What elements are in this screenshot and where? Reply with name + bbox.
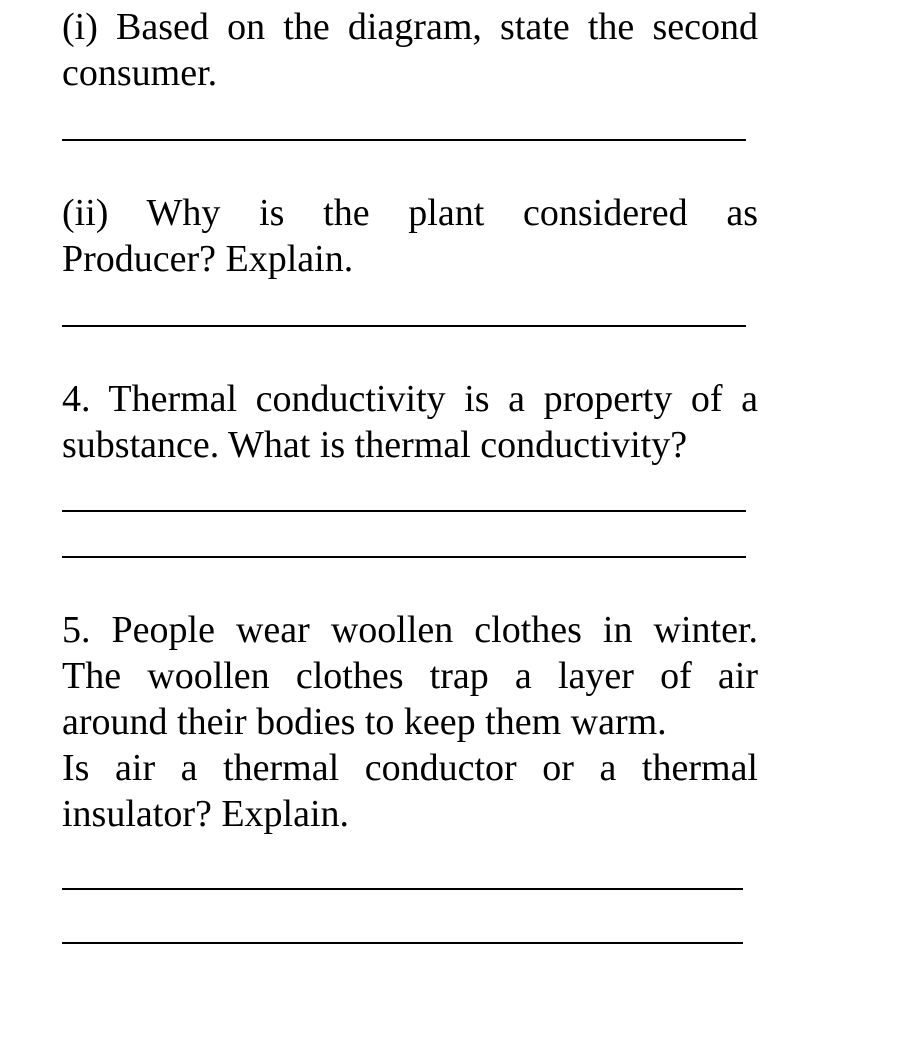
question-5-line-5: insulator? Explain. — [62, 793, 350, 835]
question-5-line-4: Is air a thermal conductor or a thermal — [62, 747, 758, 789]
answer-line-i[interactable] — [62, 139, 746, 141]
question-5-line-3: around their bodies to keep them warm. — [62, 701, 667, 743]
answer-line-4b[interactable] — [62, 556, 746, 558]
answer-line-5a[interactable] — [62, 888, 743, 890]
question-i — [62, 4, 758, 96]
question-i-line-1: (i) Based on the diagram, state the second — [62, 6, 758, 48]
answer-line-4a[interactable] — [62, 510, 746, 512]
question-5 — [62, 607, 758, 837]
question-ii-line-2: Producer? Explain. — [62, 238, 354, 280]
question-5-line-2: The woollen clothes trap a layer of air — [62, 655, 758, 697]
question-ii — [62, 190, 758, 282]
question-i-line-2: consumer. — [62, 52, 218, 94]
question-4-line-2: substance. What is thermal conductivity? — [62, 424, 688, 466]
question-4-line-1: 4. Thermal conductivity is a property of a — [62, 378, 758, 420]
question-ii-line-1: (ii) Why is the plant considered as — [62, 192, 758, 234]
answer-line-5b[interactable] — [62, 942, 743, 944]
question-5-line-1: 5. People wear woollen clothes in winter. — [62, 609, 758, 651]
answer-line-ii[interactable] — [62, 325, 746, 327]
question-4 — [62, 376, 758, 468]
